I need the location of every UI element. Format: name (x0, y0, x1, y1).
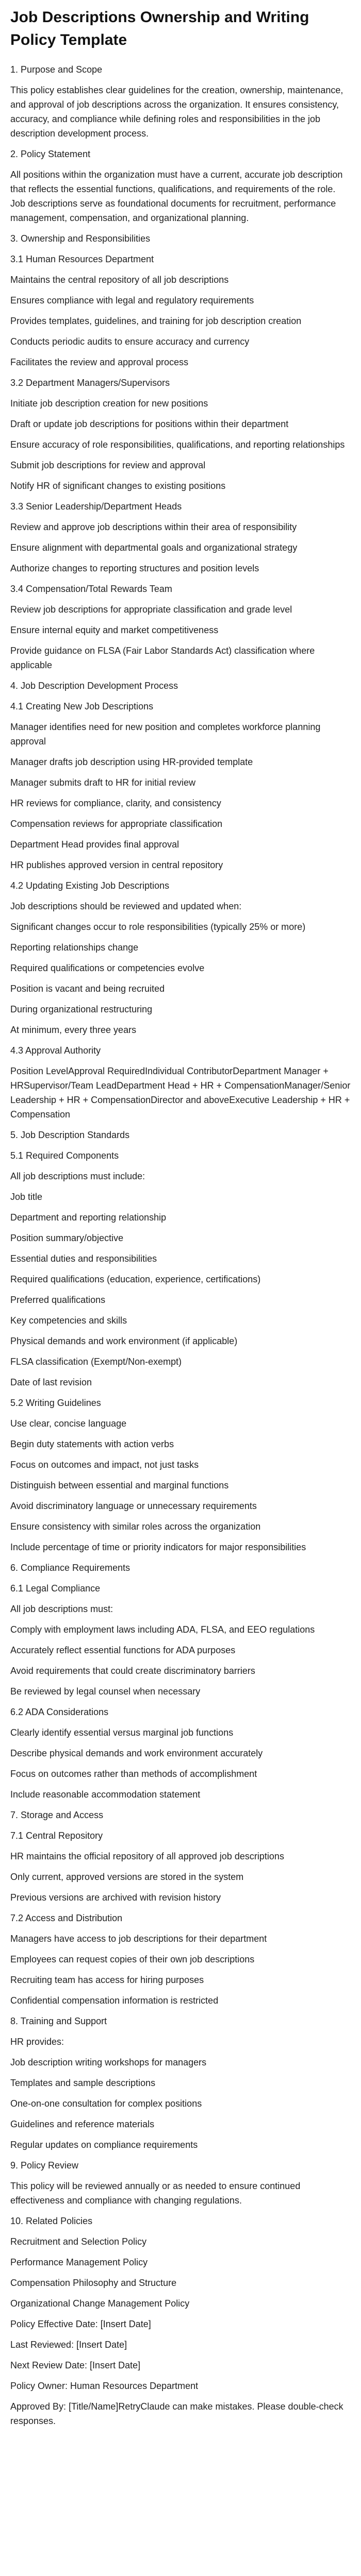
document-paragraph: Provides templates, guidelines, and training for job description creation (10, 316, 302, 326)
document-paragraph: Notify HR of significant changes to existing positions (10, 481, 226, 491)
document-paragraph: Only current, approved versions are stored in the system (10, 1872, 244, 1882)
document-paragraph: Manager drafts job description using HR-provided template (10, 757, 253, 767)
document-paragraph: Manager identifies need for new position and completes workforce planning approval (10, 722, 321, 747)
document-paragraph: Review and approve job descriptions within their area of responsibility (10, 522, 297, 532)
document-paragraph: Conducts periodic audits to ensure accuracy and currency (10, 336, 250, 347)
document-paragraph: Previous versions are archived with revision history (10, 1892, 221, 1903)
document-paragraph: Use clear, concise language (10, 1418, 127, 1429)
document-paragraph: All positions within the organization must have a current, accurate job description that reflects the essential functions, qualifications, and requirements of the role. Job descriptions serve as foundational documents for recruitment, performance management, compensation, and organizational planning. (10, 170, 343, 223)
document-paragraph: Organizational Change Management Policy (10, 2298, 190, 2309)
document-paragraph: Required qualifications or competencies evolve (10, 963, 205, 973)
document-paragraph: 7. Storage and Access (10, 1810, 104, 1820)
document-paragraph: Policy Effective Date: [Insert Date] (10, 2319, 151, 2329)
document-paragraph: 5.2 Writing Guidelines (10, 1398, 101, 1408)
document-paragraph: 2. Policy Statement (10, 149, 91, 159)
document-paragraph: During organizational restructuring (10, 1004, 153, 1014)
document-paragraph: Ensures compliance with legal and regulatory requirements (10, 295, 254, 306)
document-paragraph: Department Head provides final approval (10, 839, 179, 850)
document-paragraph: Manager submits draft to HR for initial review (10, 777, 196, 788)
document-paragraph: All job descriptions must include: (10, 1171, 145, 1181)
document-paragraph: 4.2 Updating Existing Job Descriptions (10, 880, 170, 891)
document-paragraph: 7.1 Central Repository (10, 1831, 103, 1841)
document-paragraph: This policy will be reviewed annually or as needed to ensure continued effectiveness and compliance with changing regulations. (10, 2181, 301, 2206)
document-paragraph: Date of last revision (10, 1377, 92, 1387)
document-paragraph: Position summary/objective (10, 1233, 124, 1243)
document-paragraph: Confidential compensation information is restricted (10, 1995, 219, 2006)
document-paragraph: Employees can request copies of their own job descriptions (10, 1954, 255, 1964)
document-paragraph: Department and reporting relationship (10, 1212, 167, 1223)
document-paragraph: All job descriptions must: (10, 1604, 113, 1614)
document-paragraph: 5.1 Required Components (10, 1150, 119, 1161)
document-paragraph: 3.1 Human Resources Department (10, 254, 154, 264)
document-paragraph: 3.3 Senior Leadership/Department Heads (10, 501, 182, 512)
document-paragraph: Regular updates on compliance requirements (10, 2140, 198, 2150)
document-paragraph: HR maintains the official repository of all approved job descriptions (10, 1851, 284, 1861)
document-title: Job Descriptions Ownership and Writing Policy Template (10, 9, 309, 48)
document-paragraph: Submit job descriptions for review and approval (10, 460, 206, 470)
document-paragraph: 4. Job Description Development Process (10, 681, 178, 691)
document-paragraph: Comply with employment laws including ADA, FLSA, and EEO regulations (10, 1624, 315, 1635)
document-paragraph: Include reasonable accommodation statement (10, 1789, 201, 1800)
document-paragraph: Distinguish between essential and marginal functions (10, 1480, 229, 1490)
document-paragraph: Approved By: [Title/Name]RetryClaude can make mistakes. Please double-check responses. (10, 2401, 343, 2426)
document-paragraph: Begin duty statements with action verbs (10, 1439, 174, 1449)
document-paragraph: Performance Management Policy (10, 2257, 148, 2267)
document-paragraph: 6. Compliance Requirements (10, 1563, 130, 1573)
document-paragraph: Draft or update job descriptions for positions within their department (10, 419, 289, 429)
document-paragraph: HR reviews for compliance, clarity, and consistency (10, 798, 221, 808)
document-paragraph: Managers have access to job descriptions for their department (10, 1934, 267, 1944)
document-paragraph: One-on-one consultation for complex positions (10, 2098, 202, 2109)
document-paragraph: Reporting relationships change (10, 942, 139, 953)
document-paragraph: Facilitates the review and approval process (10, 357, 189, 367)
document-paragraph: 3.4 Compensation/Total Rewards Team (10, 584, 172, 594)
document-paragraph: At minimum, every three years (10, 1025, 137, 1035)
document-paragraph: Required qualifications (education, experience, certifications) (10, 1274, 261, 1284)
document-paragraph: 7.2 Access and Distribution (10, 1913, 123, 1923)
document-paragraph: Ensure consistency with similar roles across the organization (10, 1521, 261, 1532)
document-paragraph: Physical demands and work environment (if applicable) (10, 1336, 238, 1346)
document-paragraph: Compensation reviews for appropriate classification (10, 819, 223, 829)
document-paragraph: Initiate job description creation for new positions (10, 398, 208, 409)
document-paragraph: This policy establishes clear guidelines for the creation, ownership, maintenance, and approval of job descriptions across the organization. It ensures consistency, accuracy, and compliance while defining roles and responsibilities in the job description development process. (10, 85, 343, 139)
document-paragraph: Templates and sample descriptions (10, 2078, 156, 2088)
document-paragraph: Compensation Philosophy and Structure (10, 2278, 177, 2288)
document-paragraph: Describe physical demands and work environment accurately (10, 1748, 263, 1758)
document-paragraph: Focus on outcomes rather than methods of accomplishment (10, 1769, 257, 1779)
document-paragraph: Next Review Date: [Insert Date] (10, 2360, 141, 2370)
document-body (10, 62, 351, 2428)
document-paragraph: 9. Policy Review (10, 2160, 79, 2171)
document-paragraph: Essential duties and responsibilities (10, 1253, 157, 1264)
document-paragraph: 6.1 Legal Compliance (10, 1583, 101, 1594)
document-paragraph: Focus on outcomes and impact, not just tasks (10, 1460, 199, 1470)
document-paragraph: Avoid requirements that could create discriminatory barriers (10, 1666, 255, 1676)
document-paragraph: Be reviewed by legal counsel when necessary (10, 1686, 201, 1697)
document-paragraph: Guidelines and reference materials (10, 2119, 155, 2129)
document-paragraph: Job descriptions should be reviewed and updated when: (10, 901, 242, 911)
document-paragraph: 4.1 Creating New Job Descriptions (10, 701, 154, 711)
document-paragraph: Authorize changes to reporting structures and position levels (10, 563, 259, 573)
document-paragraph: 5. Job Description Standards (10, 1130, 130, 1140)
document-paragraph: Position is vacant and being recruited (10, 984, 165, 994)
document-paragraph: Ensure alignment with departmental goals and organizational strategy (10, 543, 298, 553)
document-paragraph: Accurately reflect essential functions for ADA purposes (10, 1645, 236, 1655)
document-paragraph: Provide guidance on FLSA (Fair Labor Standards Act) classification where applicable (10, 646, 315, 670)
document-paragraph: 3.2 Department Managers/Supervisors (10, 378, 170, 388)
document-paragraph: Preferred qualifications (10, 1295, 106, 1305)
document-paragraph: Review job descriptions for appropriate classification and grade level (10, 604, 292, 615)
document-paragraph: Clearly identify essential versus marginal job functions (10, 1727, 234, 1738)
document-paragraph: Job description writing workshops for managers (10, 2057, 207, 2067)
document-paragraph: Position LevelApproval RequiredIndividual ContributorDepartment Manager + HRSupervisor/Team LeadDepartment Head + HR + CompensationManager/Senior Leadership + HR + CompensationDirector and aboveExecutive Leadership + HR + Compensation (10, 1066, 351, 1120)
document-paragraph: HR publishes approved version in central repository (10, 860, 223, 870)
document-paragraph: 1. Purpose and Scope (10, 64, 103, 75)
document-paragraph: 8. Training and Support (10, 2016, 107, 2026)
document-paragraph: 10. Related Policies (10, 2216, 93, 2226)
document-paragraph: 3. Ownership and Responsibilities (10, 233, 151, 244)
document-paragraph: Avoid discriminatory language or unnecessary requirements (10, 1501, 257, 1511)
document-paragraph: Recruiting team has access for hiring purposes (10, 1975, 204, 1985)
document-paragraph: Ensure accuracy of role responsibilities, qualifications, and reporting relationships (10, 439, 345, 450)
document-paragraph: Key competencies and skills (10, 1315, 127, 1326)
document-paragraph: Maintains the central repository of all job descriptions (10, 275, 229, 285)
document-paragraph: HR provides: (10, 2037, 64, 2047)
document-paragraph: Recruitment and Selection Policy (10, 2236, 147, 2247)
document-paragraph: Policy Owner: Human Resources Department (10, 2381, 199, 2391)
document-paragraph: Significant changes occur to role responsibilities (typically 25% or more) (10, 922, 306, 932)
document-paragraph: 6.2 ADA Considerations (10, 1707, 109, 1717)
document-paragraph: FLSA classification (Exempt/Non-exempt) (10, 1357, 182, 1367)
document-paragraph: 4.3 Approval Authority (10, 1045, 101, 1056)
document-paragraph: Ensure internal equity and market competitiveness (10, 625, 219, 635)
document-paragraph: Include percentage of time or priority indicators for major responsibilities (10, 1542, 306, 1552)
document-paragraph: Job title (10, 1192, 43, 1202)
document-paragraph: Last Reviewed: [Insert Date] (10, 2340, 127, 2350)
